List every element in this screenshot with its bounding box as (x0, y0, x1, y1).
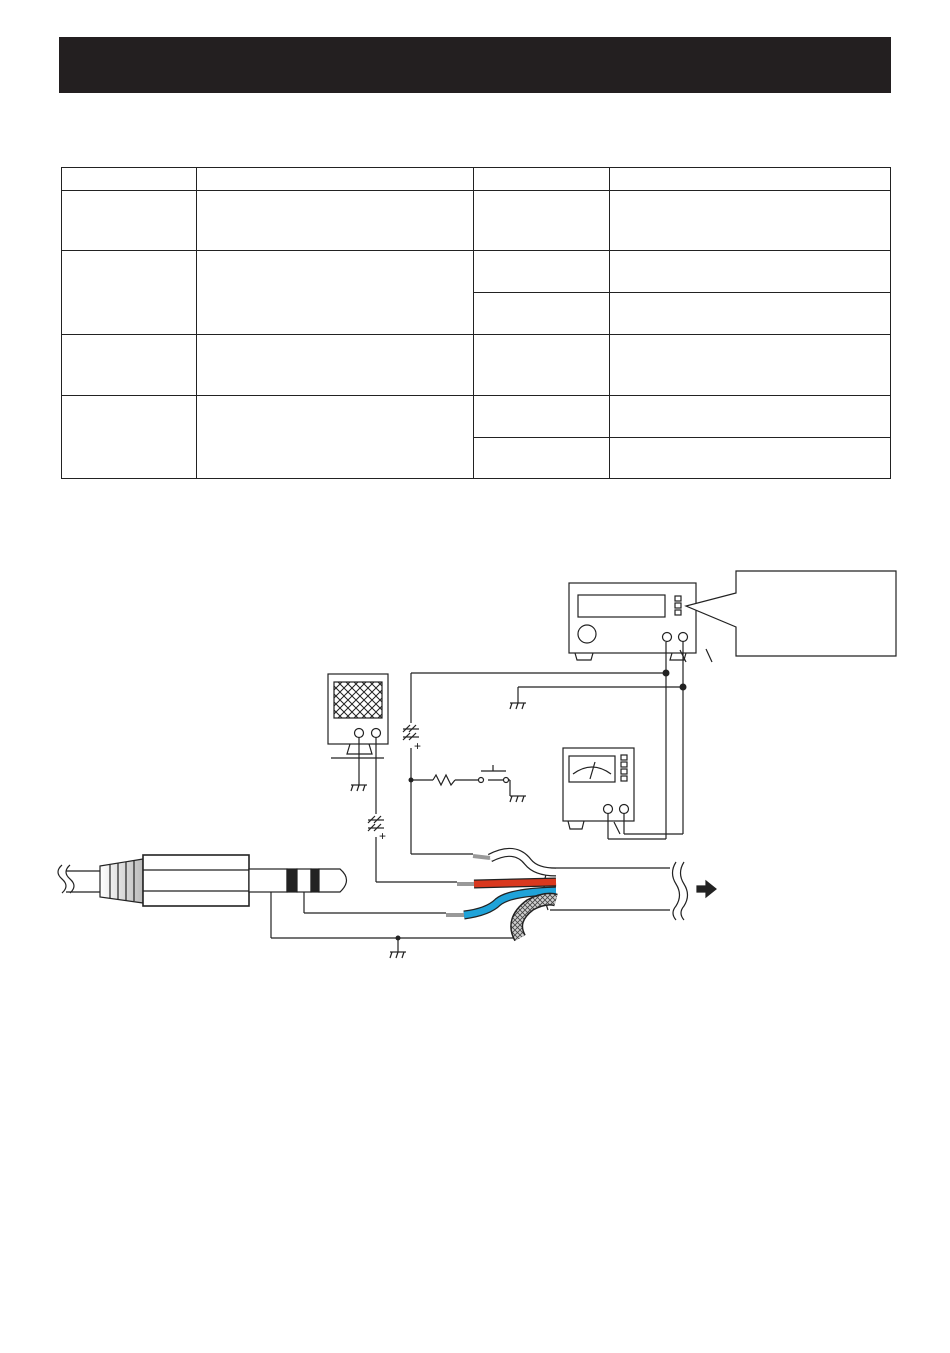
table-cell (62, 191, 197, 250)
table-cell (62, 250, 197, 335)
table-row (62, 396, 891, 437)
table-cell (62, 396, 197, 479)
ground-icon (390, 952, 406, 958)
table-header-cell (474, 168, 610, 191)
capacitor-icon (403, 725, 419, 740)
ground-icon (510, 796, 526, 802)
table-row (62, 250, 891, 292)
table-cell (196, 250, 474, 335)
table-cell (474, 191, 610, 250)
svg-text:+: + (379, 829, 387, 843)
table-row (62, 335, 891, 396)
table-row (62, 191, 891, 250)
title-bar (59, 37, 891, 93)
ground-icon (510, 703, 526, 709)
table-cell (474, 292, 610, 334)
frequency-counter-icon (569, 583, 696, 660)
arrow-right-icon (697, 881, 716, 897)
cable-break-icon (673, 862, 688, 920)
table-header-row (62, 168, 891, 191)
table-cell (474, 335, 610, 396)
table-cell (196, 335, 474, 396)
table-cell (474, 250, 610, 292)
oscilloscope-icon (328, 674, 388, 758)
headset-plug-icon (58, 855, 347, 906)
ac-voltmeter-icon (563, 748, 634, 829)
table-cell (62, 335, 197, 396)
table-cell (196, 396, 474, 479)
ground-icon (351, 785, 367, 791)
table-cell (610, 250, 891, 292)
spec-table (61, 167, 891, 479)
table-cell (610, 335, 891, 396)
table-cell (474, 437, 610, 478)
connection-diagram (0, 540, 950, 980)
table-header-cell (610, 168, 891, 191)
table-header-cell (196, 168, 474, 191)
table-cell (610, 292, 891, 334)
table-cell (474, 396, 610, 437)
cable-wires (446, 852, 670, 938)
table-cell (196, 191, 474, 250)
table-cell (610, 396, 891, 437)
table-header-cell (62, 168, 197, 191)
callout-box (686, 571, 896, 656)
svg-text:+: + (414, 739, 422, 753)
polarity-labels (379, 739, 421, 843)
table-cell (610, 437, 891, 478)
table-cell (610, 191, 891, 250)
